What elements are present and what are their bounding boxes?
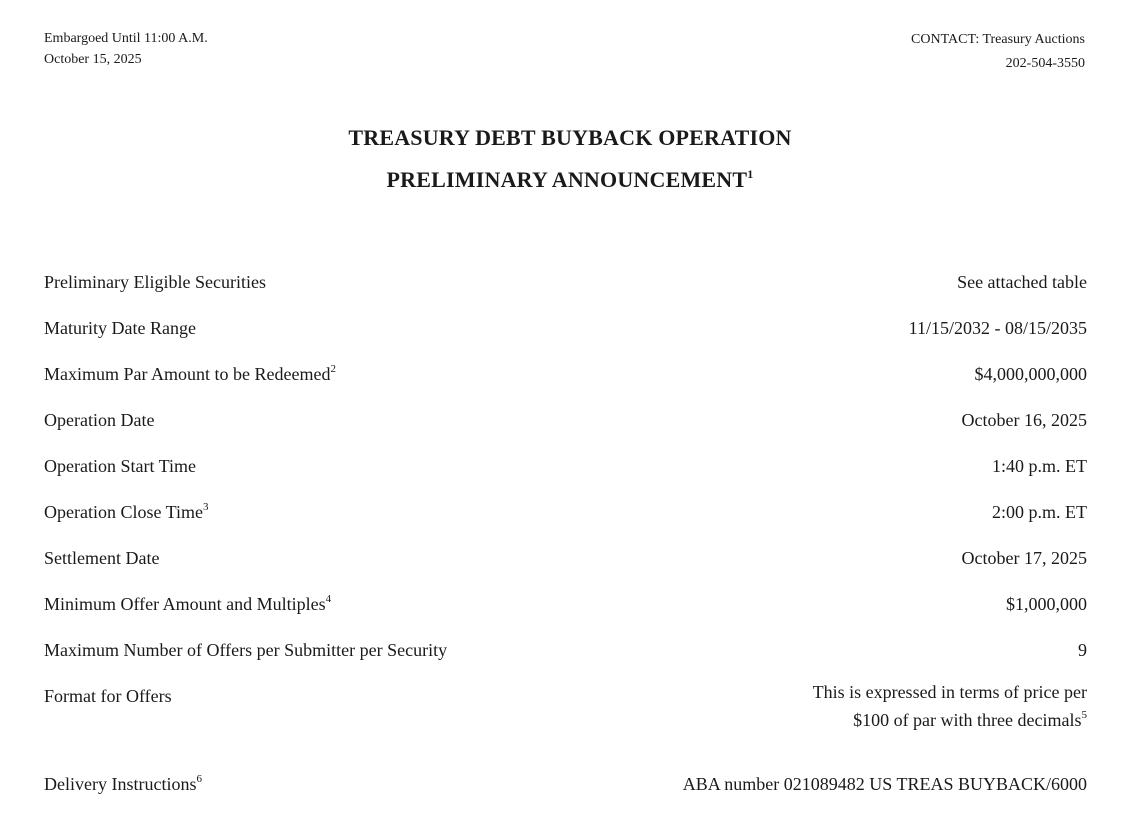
value-text: ABA number 021089482 US TREAS BUYBACK/6000 [682, 774, 1087, 794]
embargo-time: Embargoed Until 11:00 A.M. [44, 31, 208, 46]
row-label [44, 452, 196, 480]
row-value [962, 406, 1087, 434]
value-text-line-1: This is expressed in terms of price per [812, 682, 1087, 702]
label-text: Preliminary Eligible Securities [44, 272, 266, 292]
footnote-marker: 3 [203, 501, 209, 513]
row-label [44, 682, 172, 710]
value-text-line-2: $100 of par with three decimals [853, 710, 1082, 730]
footnote-marker: 2 [330, 363, 336, 375]
row-value [813, 678, 1087, 734]
label-text: Operation Close Time [44, 502, 204, 522]
label-text: Maximum Par Amount to be Redeemed [44, 364, 331, 384]
row-label [44, 314, 196, 342]
row-value [683, 770, 1087, 798]
value-text: 1:40 p.m. ET [992, 456, 1087, 476]
row-label [44, 770, 202, 798]
row-value [909, 314, 1087, 342]
value-text: See attached table [957, 272, 1087, 292]
row-label [44, 268, 266, 296]
label-text: Operation Start Time [44, 456, 196, 476]
label-text: Delivery Instructions [44, 774, 197, 794]
label-text: Settlement Date [44, 548, 160, 568]
label-text: Maturity Date Range [44, 318, 196, 338]
embargo-date: October 15, 2025 [44, 52, 142, 67]
title-footnote: 1 [747, 167, 754, 181]
row-label [44, 636, 447, 664]
row-value [1006, 590, 1087, 618]
footnote-marker: 4 [325, 593, 332, 605]
value-text: October 17, 2025 [961, 548, 1087, 568]
title-line-1: TREASURY DEBT BUYBACK OPERATION [348, 125, 792, 150]
row-value [975, 360, 1088, 388]
page-title [0, 120, 1125, 198]
contact-name: CONTACT: Treasury Auctions [911, 32, 1085, 47]
contact-info [911, 28, 1085, 76]
value-text: $4,000,000,000 [974, 364, 1087, 384]
contact-phone: 202-504-3550 [1005, 56, 1085, 71]
footnote-marker: 5 [1081, 709, 1087, 721]
label-text: Maximum Number of Offers per Submitter per Security [44, 640, 448, 660]
row-value [957, 268, 1087, 296]
value-line-2 [813, 706, 1087, 734]
label-text: Format for Offers [44, 686, 172, 706]
row-label [44, 360, 336, 388]
embargo-notice [44, 28, 208, 70]
row-label [44, 544, 159, 572]
label-text: Minimum Offer Amount and Multiples [44, 594, 326, 614]
row-label [44, 406, 154, 434]
footnote-marker: 6 [196, 773, 202, 785]
value-text: October 16, 2025 [961, 410, 1087, 430]
row-label [44, 498, 209, 526]
label-text: Operation Date [44, 410, 155, 430]
row-value [992, 498, 1087, 526]
value-text: 2:00 p.m. ET [992, 502, 1087, 522]
title-line-2-text: PRELIMINARY ANNOUNCEMENT [386, 167, 748, 192]
row-value [992, 452, 1087, 480]
value-text: 9 [1078, 640, 1087, 660]
row-label [44, 590, 331, 618]
row-value [962, 544, 1087, 572]
value-text: $1,000,000 [1006, 594, 1087, 614]
title-line-2 [0, 156, 1125, 198]
row-value [1078, 636, 1087, 664]
value-text: 11/15/2032 - 08/15/2035 [908, 318, 1087, 338]
